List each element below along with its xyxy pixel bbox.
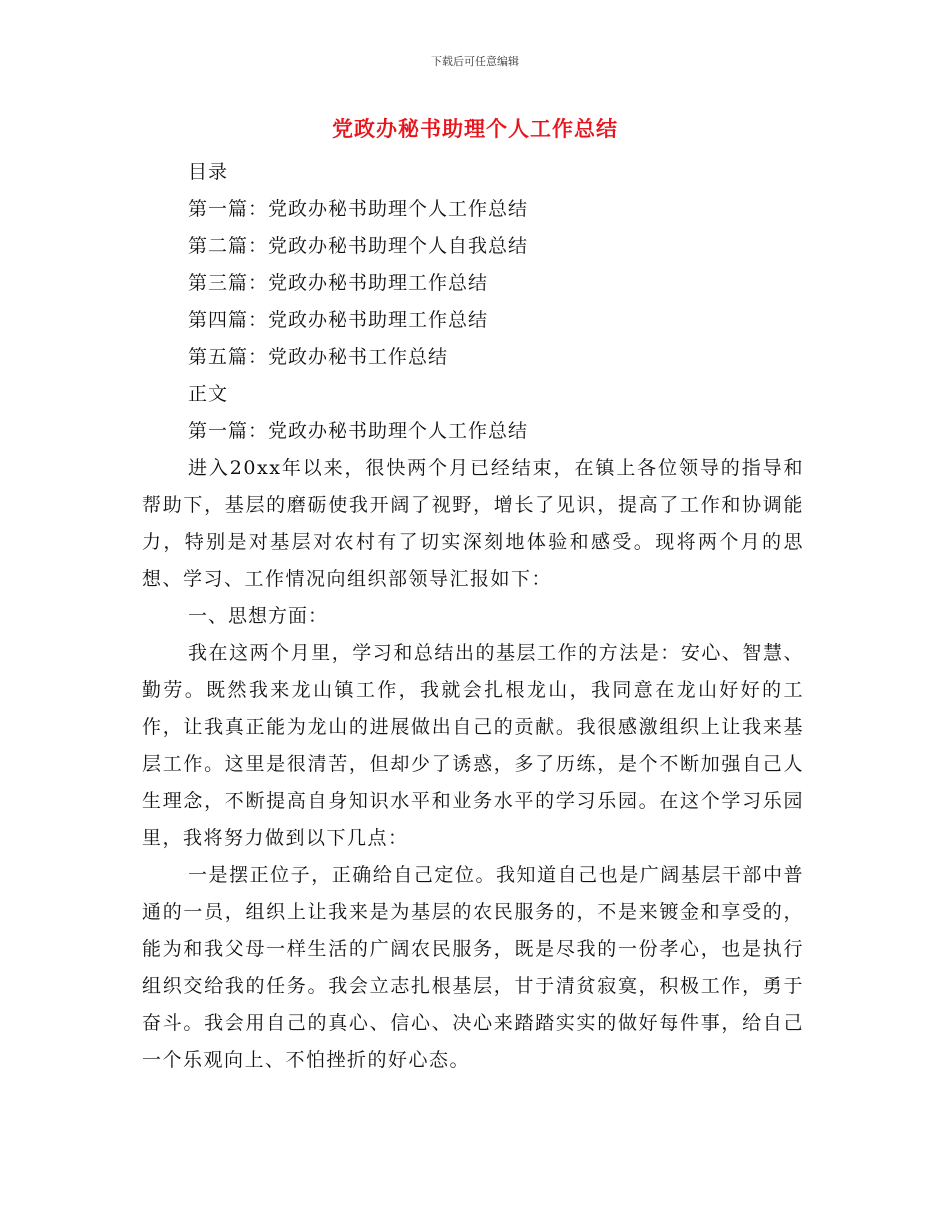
toc-item-5: 第五篇：党政办秘书工作总结 xyxy=(188,346,449,368)
paragraph-position: 一是摆正位子，正确给自己定位。我知道自己也是广阔基层干部中普通的一员，组织上让我来是为基层的农民服务的，不是来镀金和享受的，能为和我父母一样生活的广阔农民服务，既是尽我的一份孝心，也是执行组织交给我的任务。我会立志扎根基层，甘于清贫寂寞，积极工作，勇于奋斗。我会用自己的真心、信心、决心来踏踏实实的做好每件事，给自己一个乐观向上、不怕挫折的好心态。 xyxy=(142,864,804,1071)
toc-item-2: 第二篇：党政办秘书助理个人自我总结 xyxy=(188,235,529,257)
section-title: 第一篇：党政办秘书助理个人工作总结 xyxy=(188,420,529,442)
toc-item-1: 第一篇：党政办秘书助理个人工作总结 xyxy=(188,198,529,220)
heading-thought: 一、思想方面： xyxy=(188,605,329,627)
body-label: 正文 xyxy=(188,383,229,405)
toc-item-4: 第四篇：党政办秘书助理工作总结 xyxy=(188,309,489,331)
document-body xyxy=(142,154,804,1079)
header-note: 下载后可任意编辑 xyxy=(431,55,519,68)
document-title: 党政办秘书助理个人工作总结 xyxy=(332,117,618,141)
toc-label: 目录 xyxy=(188,161,229,183)
paragraph-intro: 进入20xx年以来，很快两个月已经结束，在镇上各位领导的指导和帮助下，基层的磨砺使我开阔了视野，增长了见识，提高了工作和协调能力，特别是对基层对农村有了切实深刻地体验和感受。现将两个月的思想、学习、工作情况向组织部领导汇报如下： xyxy=(142,457,804,590)
toc-item-3: 第三篇：党政办秘书助理工作总结 xyxy=(188,272,489,294)
paragraph-thought: 我在这两个月里，学习和总结出的基层工作的方法是：安心、智慧、勤劳。既然我来龙山镇工作，我就会扎根龙山，我同意在龙山好好的工作，让我真正能为龙山的进展做出自己的贡献。我很感激组织上让我来基层工作。这里是很清苦，但却少了诱惑，多了历练，是个不断加强自己人生理念，不断提高自身知识水平和业务水平的学习乐园。在这个学习乐园里，我将努力做到以下几点： xyxy=(142,642,804,849)
